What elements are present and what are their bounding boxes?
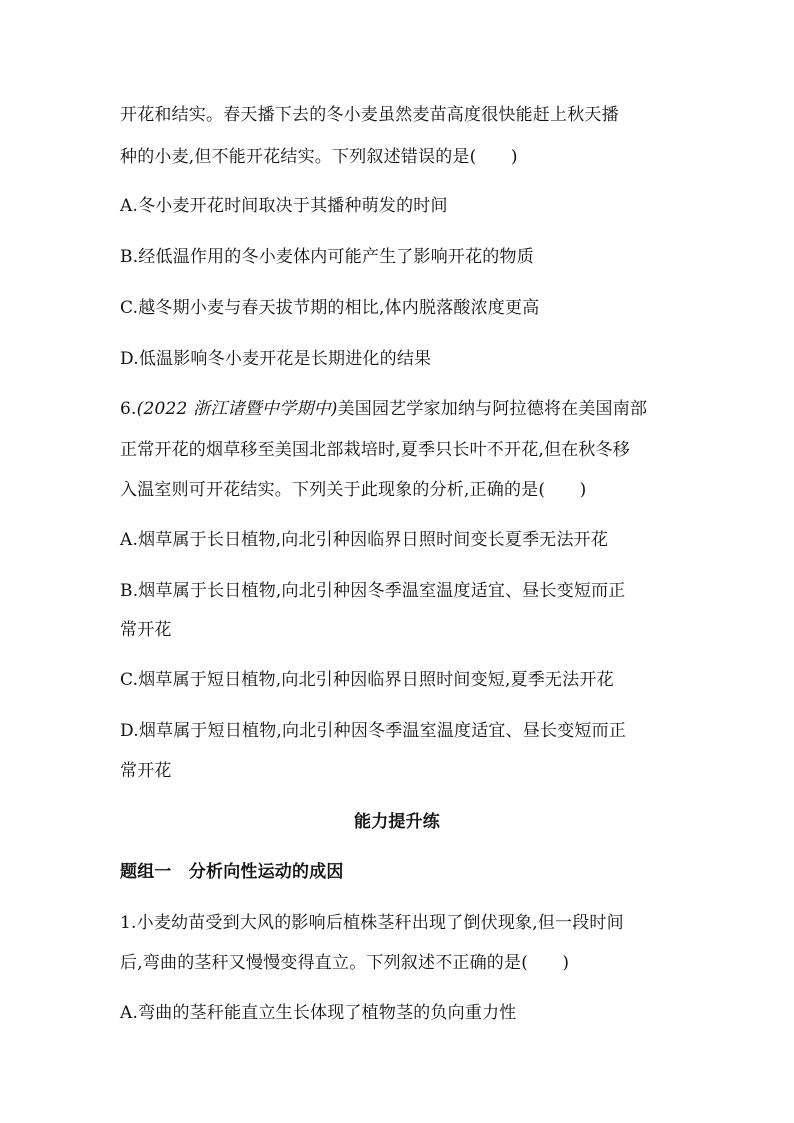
q6-option-b-line-1: B.烟草属于长日植物,向北引种因冬季温室温度适宜、昼长变短而正 bbox=[120, 581, 626, 601]
q6-stem-line-3: 入温室则可开花结实。下列关于此现象的分析,正确的是( ) bbox=[120, 480, 587, 500]
q5-stem-line-1: 开花和结实。春天播下去的冬小麦虽然麦苗高度很快能赶上秋天播 bbox=[120, 105, 619, 125]
q6-option-c: C.烟草属于短日植物,向北引种因临界日照时间变短,夏季无法开花 bbox=[120, 670, 614, 690]
q6-source: (2022 浙江诸暨中学期中) bbox=[136, 399, 338, 419]
q6-number: 6. bbox=[120, 399, 137, 419]
q1-option-a: A.弯曲的茎秆能直立生长体现了植物茎的负向重力性 bbox=[120, 1003, 517, 1023]
q5-option-c: C.越冬期小麦与春天拔节期的相比,体内脱落酸浓度更高 bbox=[120, 298, 540, 318]
q5-option-b: B.经低温作用的冬小麦体内可能产生了影响开花的物质 bbox=[120, 247, 534, 267]
q5-stem-line-2: 种的小麦,但不能开花结实。下列叙述错误的是( ) bbox=[120, 147, 518, 167]
q1-stem-line-2: 后,弯曲的茎秆又慢慢变得直立。下列叙述不正确的是( ) bbox=[120, 953, 570, 973]
q6-option-d-line-1: D.烟草属于短日植物,向北引种因冬季温室温度适宜、昼长变短而正 bbox=[120, 721, 627, 741]
q6-stem-text: 美国园艺学家加纳与阿拉德将在美国南部 bbox=[337, 399, 648, 419]
group-title: 题组一 分析向性运动的成因 bbox=[120, 862, 344, 882]
q5-option-a: A.冬小麦开花时间取决于其播种萌发的时间 bbox=[120, 196, 448, 216]
q6-option-d-line-2: 常开花 bbox=[120, 761, 172, 781]
q6-option-a: A.烟草属于长日植物,向北引种因临界日照时间变长夏季无法开花 bbox=[120, 530, 609, 550]
section-title: 能力提升练 bbox=[354, 812, 440, 832]
q6-stem-line-2: 正常开花的烟草移至美国北部栽培时,夏季只长叶不开花,但在秋冬移 bbox=[120, 440, 631, 460]
q6-option-b-line-2: 常开花 bbox=[120, 620, 172, 640]
q5-option-d: D.低温影响冬小麦开花是长期进化的结果 bbox=[120, 349, 432, 369]
q1-stem-line-1: 1.小麦幼苗受到大风的影响后植株茎秆出现了倒伏现象,但一段时间 bbox=[120, 913, 624, 933]
q6-stem-line-1 bbox=[120, 398, 680, 420]
